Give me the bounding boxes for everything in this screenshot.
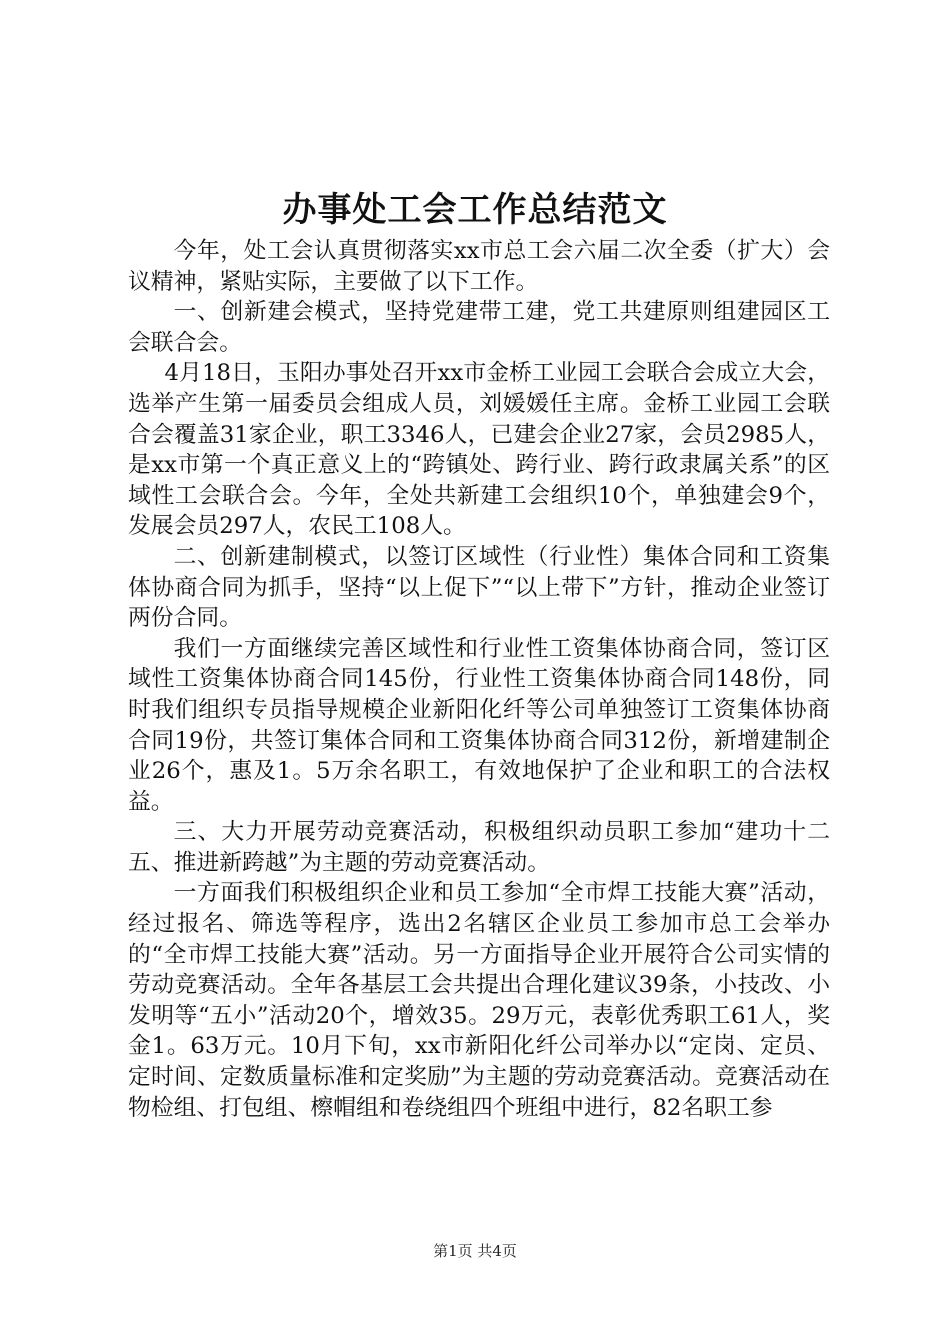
paragraph-intro: 今年，处工会认真贯彻落实xx市总工会六届二次全委（扩大）会议精神，紧贴实际，主要做了以下工作。 xyxy=(128,238,830,295)
paragraph-section-2-body: 我们一方面继续完善区域性和行业性工资集体协商合同，签订区域性工资集体协商合同145份，行业性工资集体协商合同148份，同时我们组织专员指导规模企业新阳化纤等公司单独签订工资集体协商合同19份，共签订集体合同和工资集体协商合同312份，新增建制企业26个，惠及1。5万余名职工，有效地保护了企业和职工的合法权益。 xyxy=(128,635,830,815)
page-footer: 第1页 共4页 xyxy=(433,1242,517,1260)
paragraph-section-2-heading: 二、创新建制模式，以签订区域性（行业性）集体合同和工资集体协商合同为抓手，坚持“以上促下”“以上带下”方针，推动企业签订两份合同。 xyxy=(128,543,830,632)
document-body xyxy=(128,236,830,1123)
document-title: 办事处工会工作总结范文 xyxy=(282,190,668,230)
paragraph-section-3-body: 一方面我们积极组织企业和员工参加“全市焊工技能大赛”活动，经过报名、筛选等程序，选出2名辖区企业员工参加市总工会举办的“全市焊工技能大赛”活动。另一方面指导企业开展符合公司实情的劳动竞赛活动。全年各基层工会共提出合理化建议39条，小技改、小发明等“五小”活动20个，增效35。29万元，表彰优秀职工61人，奖金1。63万元。10月下旬，xx市新阳化纤公司举办以“定岗、定员、定时间、定数质量标准和定奖励”为主题的劳动竞赛活动。竞赛活动在物检组、打包组、檫帽组和卷绕组四个班组中进行，82名职工参 xyxy=(128,880,830,1121)
paragraph-section-1-heading: 一、创新建会模式，坚持党建带工建，党工共建原则组建园区工会联合会。 xyxy=(128,299,830,356)
paragraph-section-1-body: 4月18日，玉阳办事处召开xx市金桥工业园工会联合会成立大会，选举产生第一届委员会组成人员，刘媛媛任主席。金桥工业园工会联合会覆盖31家企业，职工3346人，已建会企业27家，会员2985人，是xx市第一个真正意义上的“跨镇处、跨行业、跨行政隶属关系”的区域性工会联合会。今年，全处共新建工会组织10个，单独建会9个，发展会员297人，农民工108人。 xyxy=(128,360,830,540)
paragraph-section-3-heading: 三、大力开展劳动竞赛活动，积极组织动员职工参加“建功十二五、推进新跨越”为主题的劳动竞赛活动。 xyxy=(128,819,830,876)
